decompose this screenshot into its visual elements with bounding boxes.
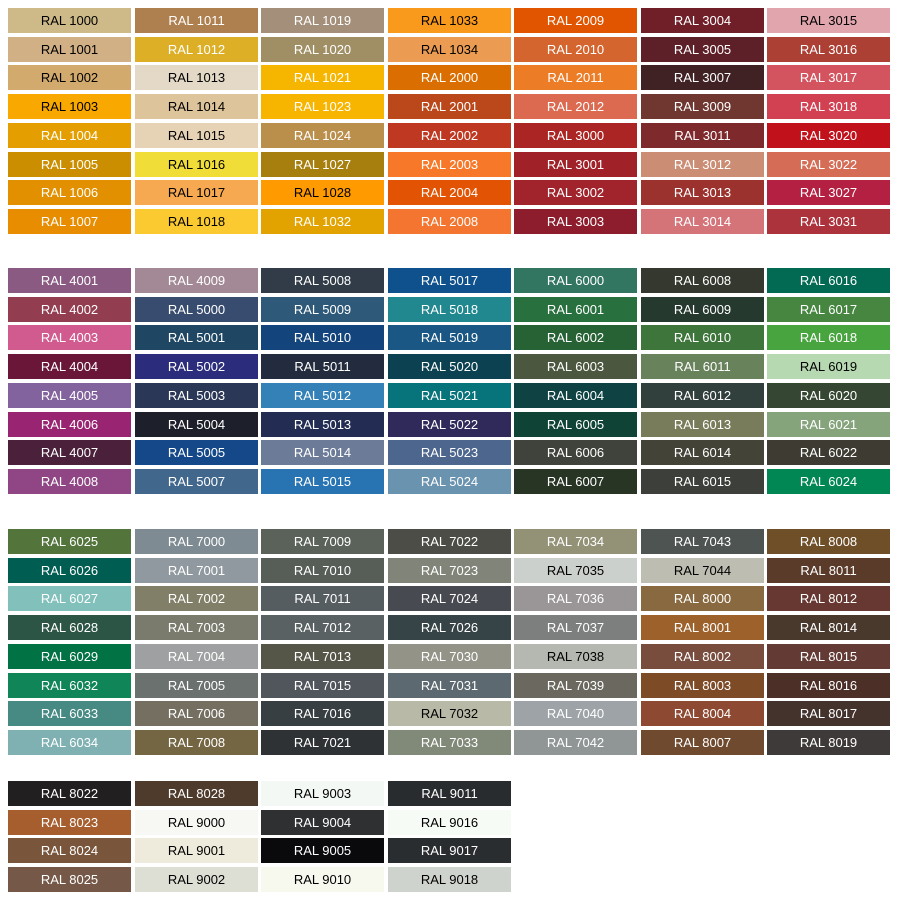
color-swatch: RAL 1024	[261, 123, 384, 148]
color-swatch: RAL 5019	[388, 325, 511, 350]
color-swatch: RAL 1019	[261, 8, 384, 33]
color-swatch: RAL 6009	[641, 297, 764, 322]
color-swatch: RAL 6005	[514, 412, 637, 437]
color-swatch: RAL 3015	[767, 8, 890, 33]
color-swatch: RAL 7037	[514, 615, 637, 640]
color-swatch: RAL 4006	[8, 412, 131, 437]
color-swatch: RAL 7001	[135, 558, 258, 583]
color-swatch: RAL 2003	[388, 152, 511, 177]
color-swatch: RAL 9004	[261, 810, 384, 835]
color-swatch: RAL 6014	[641, 440, 764, 465]
color-swatch: RAL 1007	[8, 209, 131, 234]
color-swatch: RAL 6020	[767, 383, 890, 408]
color-swatch: RAL 7039	[514, 673, 637, 698]
color-swatch: RAL 2002	[388, 123, 511, 148]
color-swatch: RAL 3016	[767, 37, 890, 62]
color-swatch: RAL 7005	[135, 673, 258, 698]
color-swatch: RAL 6018	[767, 325, 890, 350]
color-swatch: RAL 3007	[641, 65, 764, 90]
color-swatch: RAL 5001	[135, 325, 258, 350]
color-swatch: RAL 7009	[261, 529, 384, 554]
color-swatch: RAL 3002	[514, 180, 637, 205]
color-swatch: RAL 3017	[767, 65, 890, 90]
color-swatch: RAL 5009	[261, 297, 384, 322]
color-swatch: RAL 6032	[8, 673, 131, 698]
color-swatch: RAL 8007	[641, 730, 764, 755]
color-swatch: RAL 8003	[641, 673, 764, 698]
color-swatch: RAL 8000	[641, 586, 764, 611]
color-swatch: RAL 7036	[514, 586, 637, 611]
color-swatch: RAL 1013	[135, 65, 258, 90]
color-swatch: RAL 7031	[388, 673, 511, 698]
color-swatch: RAL 6013	[641, 412, 764, 437]
color-swatch: RAL 9010	[261, 867, 384, 892]
color-swatch: RAL 1034	[388, 37, 511, 62]
color-swatch: RAL 6021	[767, 412, 890, 437]
color-swatch: RAL 6000	[514, 268, 637, 293]
color-swatch: RAL 9018	[388, 867, 511, 892]
color-swatch: RAL 6019	[767, 354, 890, 379]
color-swatch: RAL 9003	[261, 781, 384, 806]
color-swatch: RAL 4009	[135, 268, 258, 293]
color-swatch: RAL 1021	[261, 65, 384, 90]
color-swatch: RAL 3027	[767, 180, 890, 205]
color-swatch: RAL 3000	[514, 123, 637, 148]
color-swatch: RAL 3018	[767, 94, 890, 119]
color-swatch: RAL 5017	[388, 268, 511, 293]
color-swatch: RAL 3022	[767, 152, 890, 177]
color-swatch: RAL 1012	[135, 37, 258, 62]
color-swatch: RAL 1023	[261, 94, 384, 119]
color-swatch: RAL 7013	[261, 644, 384, 669]
color-swatch: RAL 4004	[8, 354, 131, 379]
color-swatch: RAL 6016	[767, 268, 890, 293]
color-swatch: RAL 9011	[388, 781, 511, 806]
color-swatch: RAL 1003	[8, 94, 131, 119]
color-swatch: RAL 4008	[8, 469, 131, 494]
color-swatch: RAL 8023	[8, 810, 131, 835]
color-swatch: RAL 6034	[8, 730, 131, 755]
color-swatch: RAL 1004	[8, 123, 131, 148]
color-swatch: RAL 9016	[388, 810, 511, 835]
color-swatch: RAL 3012	[641, 152, 764, 177]
color-swatch: RAL 8025	[8, 867, 131, 892]
color-swatch: RAL 7023	[388, 558, 511, 583]
color-swatch: RAL 7015	[261, 673, 384, 698]
color-swatch: RAL 6010	[641, 325, 764, 350]
color-swatch: RAL 6008	[641, 268, 764, 293]
color-swatch: RAL 4005	[8, 383, 131, 408]
color-swatch: RAL 5012	[261, 383, 384, 408]
color-swatch: RAL 6033	[8, 701, 131, 726]
color-swatch: RAL 8015	[767, 644, 890, 669]
color-swatch: RAL 7032	[388, 701, 511, 726]
color-swatch: RAL 1001	[8, 37, 131, 62]
color-swatch: RAL 7016	[261, 701, 384, 726]
color-swatch: RAL 7000	[135, 529, 258, 554]
color-swatch: RAL 5004	[135, 412, 258, 437]
color-swatch: RAL 8002	[641, 644, 764, 669]
color-swatch: RAL 6001	[514, 297, 637, 322]
color-swatch: RAL 8022	[8, 781, 131, 806]
color-swatch: RAL 1033	[388, 8, 511, 33]
color-swatch: RAL 3020	[767, 123, 890, 148]
color-swatch: RAL 5000	[135, 297, 258, 322]
color-swatch: RAL 7033	[388, 730, 511, 755]
color-swatch: RAL 6029	[8, 644, 131, 669]
color-swatch: RAL 7024	[388, 586, 511, 611]
color-swatch: RAL 1015	[135, 123, 258, 148]
color-swatch: RAL 7022	[388, 529, 511, 554]
color-swatch: RAL 5005	[135, 440, 258, 465]
color-swatch: RAL 9017	[388, 838, 511, 863]
color-swatch: RAL 5013	[261, 412, 384, 437]
color-swatch: RAL 4001	[8, 268, 131, 293]
color-swatch: RAL 5021	[388, 383, 511, 408]
color-swatch: RAL 6007	[514, 469, 637, 494]
color-swatch: RAL 7026	[388, 615, 511, 640]
color-swatch: RAL 2001	[388, 94, 511, 119]
color-swatch: RAL 8014	[767, 615, 890, 640]
color-swatch: RAL 7038	[514, 644, 637, 669]
color-swatch: RAL 2004	[388, 180, 511, 205]
color-swatch: RAL 5014	[261, 440, 384, 465]
color-swatch: RAL 5015	[261, 469, 384, 494]
color-swatch: RAL 6025	[8, 529, 131, 554]
color-swatch: RAL 1000	[8, 8, 131, 33]
color-swatch: RAL 8017	[767, 701, 890, 726]
color-swatch: RAL 2010	[514, 37, 637, 62]
color-swatch: RAL 8004	[641, 701, 764, 726]
color-swatch: RAL 3001	[514, 152, 637, 177]
color-swatch: RAL 5024	[388, 469, 511, 494]
color-swatch: RAL 5010	[261, 325, 384, 350]
color-swatch: RAL 7030	[388, 644, 511, 669]
color-swatch: RAL 1016	[135, 152, 258, 177]
color-swatch: RAL 8001	[641, 615, 764, 640]
color-swatch: RAL 8012	[767, 586, 890, 611]
color-swatch: RAL 7040	[514, 701, 637, 726]
color-swatch: RAL 3005	[641, 37, 764, 62]
color-swatch: RAL 9002	[135, 867, 258, 892]
color-swatch: RAL 5020	[388, 354, 511, 379]
color-swatch: RAL 7006	[135, 701, 258, 726]
color-swatch: RAL 6015	[641, 469, 764, 494]
color-swatch: RAL 8024	[8, 838, 131, 863]
color-swatch: RAL 1006	[8, 180, 131, 205]
color-swatch: RAL 6024	[767, 469, 890, 494]
color-swatch: RAL 6026	[8, 558, 131, 583]
color-swatch: RAL 7011	[261, 586, 384, 611]
color-swatch: RAL 9000	[135, 810, 258, 835]
color-swatch: RAL 3011	[641, 123, 764, 148]
color-swatch: RAL 4007	[8, 440, 131, 465]
color-swatch: RAL 1002	[8, 65, 131, 90]
color-swatch: RAL 1027	[261, 152, 384, 177]
color-swatch: RAL 6003	[514, 354, 637, 379]
color-swatch: RAL 6027	[8, 586, 131, 611]
color-swatch: RAL 2012	[514, 94, 637, 119]
color-swatch: RAL 1020	[261, 37, 384, 62]
color-swatch: RAL 7021	[261, 730, 384, 755]
color-swatch: RAL 6028	[8, 615, 131, 640]
color-swatch: RAL 6011	[641, 354, 764, 379]
color-swatch: RAL 6017	[767, 297, 890, 322]
color-swatch: RAL 3031	[767, 209, 890, 234]
color-swatch: RAL 3004	[641, 8, 764, 33]
color-swatch: RAL 5018	[388, 297, 511, 322]
color-swatch: RAL 5022	[388, 412, 511, 437]
color-swatch: RAL 7042	[514, 730, 637, 755]
color-swatch: RAL 3003	[514, 209, 637, 234]
color-swatch: RAL 7003	[135, 615, 258, 640]
color-swatch: RAL 1018	[135, 209, 258, 234]
color-swatch: RAL 9001	[135, 838, 258, 863]
color-swatch: RAL 7043	[641, 529, 764, 554]
color-swatch: RAL 5007	[135, 469, 258, 494]
color-swatch: RAL 4003	[8, 325, 131, 350]
color-swatch: RAL 8028	[135, 781, 258, 806]
color-swatch: RAL 1032	[261, 209, 384, 234]
color-swatch: RAL 1028	[261, 180, 384, 205]
color-swatch: RAL 7034	[514, 529, 637, 554]
color-swatch: RAL 6012	[641, 383, 764, 408]
color-swatch: RAL 4002	[8, 297, 131, 322]
color-swatch: RAL 1011	[135, 8, 258, 33]
color-swatch: RAL 1005	[8, 152, 131, 177]
color-swatch: RAL 6004	[514, 383, 637, 408]
color-swatch: RAL 2008	[388, 209, 511, 234]
color-swatch: RAL 8019	[767, 730, 890, 755]
color-swatch: RAL 8016	[767, 673, 890, 698]
color-swatch: RAL 2011	[514, 65, 637, 90]
color-swatch: RAL 3014	[641, 209, 764, 234]
color-swatch: RAL 7010	[261, 558, 384, 583]
color-swatch: RAL 3013	[641, 180, 764, 205]
color-swatch: RAL 3009	[641, 94, 764, 119]
color-swatch: RAL 7004	[135, 644, 258, 669]
color-swatch: RAL 1014	[135, 94, 258, 119]
color-swatch: RAL 6006	[514, 440, 637, 465]
color-swatch: RAL 9005	[261, 838, 384, 863]
color-swatch: RAL 5003	[135, 383, 258, 408]
color-swatch: RAL 8008	[767, 529, 890, 554]
color-swatch: RAL 5002	[135, 354, 258, 379]
color-swatch: RAL 6002	[514, 325, 637, 350]
color-swatch: RAL 5011	[261, 354, 384, 379]
color-swatch: RAL 2000	[388, 65, 511, 90]
color-swatch: RAL 7012	[261, 615, 384, 640]
color-swatch: RAL 8011	[767, 558, 890, 583]
color-swatch: RAL 7035	[514, 558, 637, 583]
color-swatch: RAL 5023	[388, 440, 511, 465]
color-swatch: RAL 7044	[641, 558, 764, 583]
color-swatch: RAL 7008	[135, 730, 258, 755]
color-swatch: RAL 5008	[261, 268, 384, 293]
color-swatch: RAL 2009	[514, 8, 637, 33]
color-swatch: RAL 6022	[767, 440, 890, 465]
color-swatch: RAL 7002	[135, 586, 258, 611]
color-swatch: RAL 1017	[135, 180, 258, 205]
